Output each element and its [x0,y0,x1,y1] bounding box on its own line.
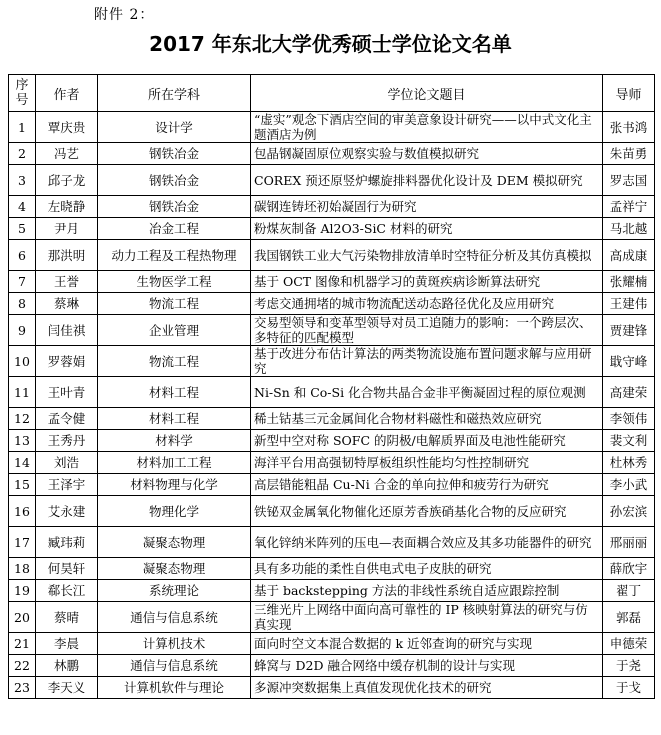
cell-author: 王秀丹 [36,430,98,452]
cell-author: 尹月 [36,218,98,240]
cell-advisor: 张耀楠 [603,271,655,293]
cell-advisor: 孙宏滨 [603,496,655,527]
table-row [9,293,655,315]
table-row [9,558,655,580]
cell-advisor: 于尧 [603,655,655,677]
cell-seq: 7 [9,271,36,293]
cell-seq: 17 [9,527,36,558]
cell-advisor: 贾建锋 [603,315,655,346]
cell-advisor: 高建荣 [603,377,655,408]
column-header-author: 作者 [36,75,98,112]
cell-advisor: 翟丁 [603,580,655,602]
table-row [9,240,655,271]
table-row [9,112,655,143]
cell-subject: 计算机技术 [98,633,251,655]
table-row [9,452,655,474]
cell-subject: 物流工程 [98,346,251,377]
cell-author: 王誉 [36,271,98,293]
cell-author: 郗长江 [36,580,98,602]
table-row [9,346,655,377]
cell-advisor: 戢守峰 [603,346,655,377]
table-row [9,602,655,633]
cell-thesis: 三维光片上网络中面向高可靠性的 IP 核映射算法的研究与仿真实现 [251,602,603,633]
cell-author: 何昊轩 [36,558,98,580]
cell-thesis: 碳钢连铸坯初始凝固行为研究 [251,196,603,218]
table-row [9,271,655,293]
cell-thesis: Ni-Sn 和 Co-Si 化合物共晶合金非平衡凝固过程的原位观测 [251,377,603,408]
cell-author: 王叶青 [36,377,98,408]
cell-subject: 材料工程 [98,377,251,408]
cell-advisor: 薛欣宇 [603,558,655,580]
cell-seq: 13 [9,430,36,452]
cell-thesis: 铁铋双金属氧化物催化还原芳香族硝基化合物的反应研究 [251,496,603,527]
table-row [9,377,655,408]
cell-thesis: “虚实”观念下酒店空间的审美意象设计研究——以中式文化主题酒店为例 [251,112,603,143]
table-row [9,315,655,346]
cell-author: 蔡晴 [36,602,98,633]
table-row [9,527,655,558]
cell-thesis: 包晶钢凝固原位观察实验与数值模拟研究 [251,143,603,165]
cell-author: 左晓静 [36,196,98,218]
table-row [9,165,655,196]
cell-author: 艾永建 [36,496,98,527]
cell-subject: 材料工程 [98,408,251,430]
cell-thesis: 氧化锌纳米阵列的压电—表面耦合效应及其多功能器件的研究 [251,527,603,558]
cell-subject: 设计学 [98,112,251,143]
cell-subject: 材料物理与化学 [98,474,251,496]
cell-thesis: 海洋平台用高强韧特厚板组织性能均匀性控制研究 [251,452,603,474]
cell-advisor: 郭磊 [603,602,655,633]
cell-advisor: 张书鸿 [603,112,655,143]
table-row [9,218,655,240]
cell-author: 覃庆贵 [36,112,98,143]
cell-thesis: 基于 OCT 图像和机器学习的黄斑疾病诊断算法研究 [251,271,603,293]
cell-seq: 21 [9,633,36,655]
table-row [9,196,655,218]
column-header-seq: 序号 [9,75,36,112]
cell-subject: 物流工程 [98,293,251,315]
column-header-advisor: 导师 [603,75,655,112]
cell-seq: 6 [9,240,36,271]
cell-seq: 12 [9,408,36,430]
table-row [9,580,655,602]
cell-subject: 动力工程及工程热物理 [98,240,251,271]
cell-advisor: 李领伟 [603,408,655,430]
cell-advisor: 朱苗勇 [603,143,655,165]
cell-thesis: 具有多功能的柔性自供电式电子皮肤的研究 [251,558,603,580]
cell-advisor: 高成康 [603,240,655,271]
cell-author: 邱子龙 [36,165,98,196]
table-row [9,474,655,496]
cell-advisor: 王建伟 [603,293,655,315]
cell-subject: 通信与信息系统 [98,655,251,677]
cell-author: 李天义 [36,677,98,699]
cell-subject: 钢铁冶金 [98,143,251,165]
cell-advisor: 孟祥宁 [603,196,655,218]
cell-advisor: 裴文利 [603,430,655,452]
cell-subject: 企业管理 [98,315,251,346]
cell-subject: 材料加工工程 [98,452,251,474]
cell-subject: 生物医学工程 [98,271,251,293]
cell-author: 王泽宇 [36,474,98,496]
attachment-label: 附件 2： [94,7,155,23]
cell-subject: 凝聚态物理 [98,527,251,558]
cell-subject: 材料学 [98,430,251,452]
thesis-table [8,74,655,699]
cell-seq: 19 [9,580,36,602]
cell-seq: 5 [9,218,36,240]
cell-seq: 20 [9,602,36,633]
cell-seq: 16 [9,496,36,527]
cell-seq: 23 [9,677,36,699]
table-row [9,430,655,452]
cell-seq: 4 [9,196,36,218]
cell-author: 罗蓉娟 [36,346,98,377]
cell-seq: 14 [9,452,36,474]
table-row [9,655,655,677]
cell-thesis: 多源冲突数据集上真值发现优化技术的研究 [251,677,603,699]
cell-thesis: 粉煤灰制备 Al2O3-SiC 材料的研究 [251,218,603,240]
cell-thesis: 考虑交通拥堵的城市物流配送动态路径优化及应用研究 [251,293,603,315]
cell-seq: 15 [9,474,36,496]
table-row [9,633,655,655]
cell-subject: 钢铁冶金 [98,196,251,218]
cell-author: 冯艺 [36,143,98,165]
cell-thesis: 基于 backstepping 方法的非线性系统自适应跟踪控制 [251,580,603,602]
cell-seq: 18 [9,558,36,580]
cell-author: 臧玮莉 [36,527,98,558]
cell-seq: 1 [9,112,36,143]
cell-thesis: COREX 预还原竖炉螺旋排料器优化设计及 DEM 模拟研究 [251,165,603,196]
cell-thesis: 蜂窝与 D2D 融合网络中缓存机制的设计与实现 [251,655,603,677]
cell-author: 刘浩 [36,452,98,474]
cell-author: 蔡琳 [36,293,98,315]
cell-advisor: 杜林秀 [603,452,655,474]
cell-thesis: 新型中空对称 SOFC 的阴极/电解质界面及电池性能研究 [251,430,603,452]
table-row [9,408,655,430]
cell-seq: 9 [9,315,36,346]
cell-seq: 10 [9,346,36,377]
column-header-thesis: 学位论文题目 [251,75,603,112]
cell-advisor: 于戈 [603,677,655,699]
cell-author: 闫佳祺 [36,315,98,346]
cell-advisor: 邢丽丽 [603,527,655,558]
table-row [9,143,655,165]
cell-seq: 8 [9,293,36,315]
cell-thesis: 高层错能粗晶 Cu-Ni 合金的单向拉伸和疲劳行为研究 [251,474,603,496]
cell-seq: 22 [9,655,36,677]
cell-subject: 物理化学 [98,496,251,527]
column-header-subject: 所在学科 [98,75,251,112]
table-header-row [9,75,655,112]
cell-subject: 计算机软件与理论 [98,677,251,699]
cell-seq: 11 [9,377,36,408]
cell-subject: 凝聚态物理 [98,558,251,580]
cell-subject: 通信与信息系统 [98,602,251,633]
cell-advisor: 罗志国 [603,165,655,196]
cell-thesis: 交易型领导和变革型领导对员工追随力的影响：一个跨层次、多特征的匹配模型 [251,315,603,346]
table-row [9,677,655,699]
cell-author: 李晨 [36,633,98,655]
cell-seq: 2 [9,143,36,165]
cell-subject: 冶金工程 [98,218,251,240]
cell-author: 林鹏 [36,655,98,677]
cell-subject: 系统理论 [98,580,251,602]
cell-seq: 3 [9,165,36,196]
cell-thesis: 面向时空文本混合数据的 k 近邻查询的研究与实现 [251,633,603,655]
table-row [9,496,655,527]
cell-thesis: 基于改进分布估计算法的两类物流设施布置问题求解与应用研究 [251,346,603,377]
cell-thesis: 我国钢铁工业大气污染物排放清单时空特征分析及其仿真模拟 [251,240,603,271]
cell-author: 孟令健 [36,408,98,430]
cell-thesis: 稀土钴基三元金属间化合物材料磁性和磁热效应研究 [251,408,603,430]
cell-advisor: 李小武 [603,474,655,496]
cell-advisor: 申德荣 [603,633,655,655]
cell-author: 那洪明 [36,240,98,271]
page-title: 2017 年东北大学优秀硕士学位论文名单 [149,32,512,56]
cell-advisor: 马北越 [603,218,655,240]
cell-subject: 钢铁冶金 [98,165,251,196]
